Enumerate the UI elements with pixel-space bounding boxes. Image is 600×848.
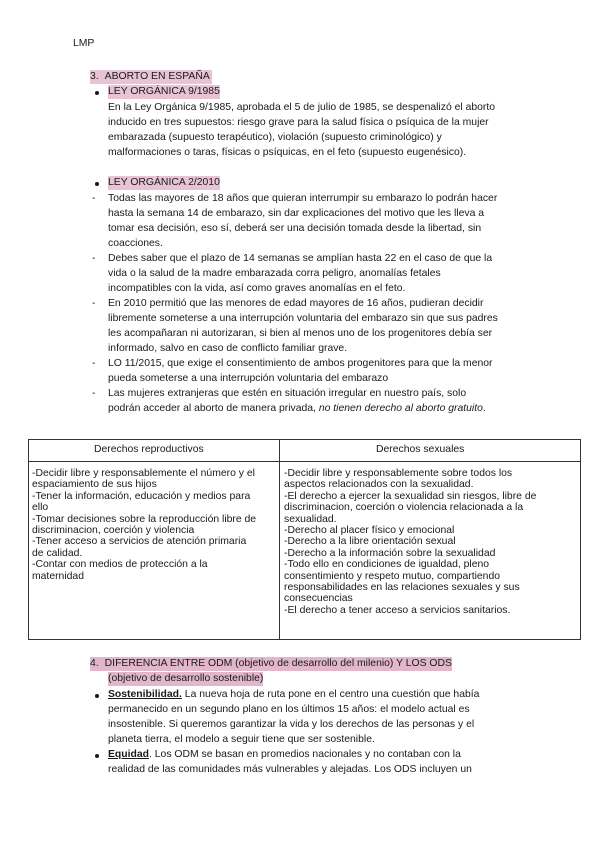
table-cell-line: discriminacion, coerción o violencia relacionada a la	[284, 502, 524, 514]
bullet-icon	[95, 91, 99, 95]
law-2-item-line: les acompañaran ni autorizaran, si bien al menos uno de los progenitores debía ser	[108, 328, 493, 339]
bullet-icon	[95, 754, 99, 758]
table-cell-line: maternidad	[32, 570, 84, 582]
table-cell-line: responsabilidades en las relaciones sexuales y sus	[284, 582, 520, 593]
law-2-item-line: informado, salvo en caso de conflicto familiar grave.	[108, 343, 348, 354]
law-2-item-line: tomar esa decisión, eso sí, deberá ser una decisión tomada desde la libertad, sin	[108, 223, 482, 234]
table-cell-line: -Tomar decisiones sobre la reproducción libre de	[32, 513, 257, 525]
table-header-reproductive: Derechos reproductivos	[94, 444, 204, 455]
table-cell-line: -Derecho a la libre orientación sexual	[284, 536, 456, 548]
table-cell-line: -El derecho a ejercer la sexualidad sin riesgos, libre de	[284, 490, 537, 502]
dash-icon: -	[92, 193, 96, 204]
law-2-last-end: .	[482, 403, 486, 414]
law-2-item-line: pueda someterse a una interrupción voluntaria del embarazo	[108, 373, 389, 384]
section-4-title-line-1: DIFERENCIA ENTRE ODM (objetivo de desarrollo del milenio) Y LOS ODS	[104, 658, 452, 669]
equidad-first-text: . Los ODM se basan en promedios nacionales y no contaban con la	[148, 749, 461, 760]
dash-icon: -	[92, 358, 96, 369]
table-header-divider	[28, 461, 581, 462]
section-4-number: 4.	[90, 658, 99, 669]
table-cell-line: de calidad.	[32, 547, 83, 559]
table-cell-line: consecuencias	[284, 593, 353, 605]
law-1-line: inducido en tres supuestos: riesgo grave para la salud física o psíquica de la mujer	[108, 117, 489, 128]
table-cell-line: -Decidir libre y responsablemente sobre todos los	[284, 468, 513, 479]
law-2-item-line: LO 11/2015, que exige el consentimiento de ambos progenitores para que la menor	[108, 358, 493, 369]
law-2-last-italic: no tienen derecho al aborto gratuito	[318, 403, 483, 414]
section-4-title-line-2: (objetivo de desarrollo sostenible)	[108, 673, 264, 684]
dash-icon: -	[92, 253, 96, 264]
table-cell-line: -Derecho al placer físico y emocional	[284, 525, 455, 536]
law-2-last-line	[108, 402, 486, 416]
law-2-item-line: coacciones.	[108, 238, 163, 249]
table-cell-line: aspectos relacionados con la sexualidad.	[284, 479, 474, 491]
table-cell-line: -Tener la información, educación y medios para	[32, 490, 251, 502]
section-3-heading	[90, 70, 212, 84]
law-2-item-line: Debes saber que el plazo de 14 semanas se amplían hasta 22 en el caso de que la	[108, 253, 493, 264]
table-cell-line: discriminacion, coerción y violencia	[32, 525, 195, 536]
table-cell-line: -Tener acceso a servicios de atención primaria	[32, 536, 247, 548]
law-2-item-line: En 2010 permitió que las menores de edad mayores de 16 años, pudieran decidir	[108, 298, 484, 309]
equidad-term: Equidad	[108, 749, 149, 760]
table-cell-line: consentimiento y respeto mutuo, compartiendo	[284, 570, 501, 582]
law-2-item-line: Todas las mayores de 18 años que quieran interrumpir su embarazo lo podrán hacer	[108, 193, 498, 204]
law-2-title: LEY ORGÁNICA 2/2010	[108, 177, 220, 188]
law-1-line: malformaciones o taras, físicas o psíquicas, en el feto (supuesto eugenésico).	[108, 147, 467, 158]
table-cell-line: sexualidad.	[284, 513, 337, 525]
bullet-icon	[95, 182, 99, 186]
table-cell-line: ello	[32, 502, 49, 514]
dash-icon: -	[92, 388, 96, 399]
section-4-heading	[90, 657, 452, 671]
law-2-item-line: hasta la semana 14 de embarazo, sin dar explicaciones del motivo que les lleva a	[108, 208, 485, 219]
law-2-item-line: Las mujeres extranjeras que estén en situación irregular en nuestro país, solo	[108, 388, 467, 399]
law-1-line: En la Ley Orgánica 9/1985, aprobada el 5 de julio de 1985, se despenalizó el aborto	[108, 102, 496, 113]
bullet-icon	[95, 694, 99, 698]
table-divider	[279, 439, 280, 640]
law-1-title: LEY ORGÁNICA 9/1985	[108, 86, 220, 97]
table-cell-line: -Decidir libre y responsablemente el número y el	[32, 468, 255, 479]
table-cell-line: -Contar con medios de protección a la	[32, 559, 208, 571]
table-header-sexual: Derechos sexuales	[376, 444, 465, 455]
law-1-line: embarazada (supuesto terapéutico), violación (supuesto criminológico) y	[108, 132, 442, 143]
law-2-item-line: libremente someterse a una interrupción voluntaria del embarazo sin que sus padres	[108, 313, 498, 324]
section-3-number: 3.	[90, 71, 99, 82]
header-initials: LMP	[73, 38, 95, 49]
sostenibilidad-line: planeta tierra, el modelo a seguir tiene que ser sostenible.	[108, 734, 375, 745]
section-3-title: ABORTO EN ESPAÑA	[104, 71, 210, 82]
equidad-line: realidad de las comunidades más vulnerables y alejadas. Los ODS incluyen un	[108, 764, 472, 775]
sostenibilidad-line: permanecido en un segundo plano en los últimos 15 años: el modelo actual es	[108, 704, 470, 715]
law-2-last-plain: podrán acceder al aborto de manera privada,	[108, 403, 319, 414]
table-cell-line: -El derecho a tener acceso a servicios sanitarios.	[284, 604, 511, 616]
sostenibilidad-first-text: La nueva hoja de ruta pone en el centro una cuestión que había	[181, 689, 480, 700]
table-cell-line: -Derecho a la información sobre la sexualidad	[284, 547, 496, 559]
table-cell-line: espaciamiento de sus hijos	[32, 479, 157, 491]
law-2-item-line: incompatibles con la vida, así como graves anomalías en el feto.	[108, 283, 406, 294]
sostenibilidad-term: Sostenibilidad.	[108, 689, 182, 700]
law-2-item-line: vida o la salud de la madre embarazada corra peligro, anomalías fetales	[108, 268, 441, 279]
sostenibilidad-first-line	[108, 688, 479, 702]
sostenibilidad-line: insostenible. Si queremos garantizar la vida y los derechos de las personas y el	[108, 719, 475, 730]
dash-icon: -	[92, 298, 96, 309]
equidad-first-line	[108, 748, 461, 762]
table-cell-line: -Todo ello en condiciones de igualdad, pleno	[284, 559, 490, 571]
